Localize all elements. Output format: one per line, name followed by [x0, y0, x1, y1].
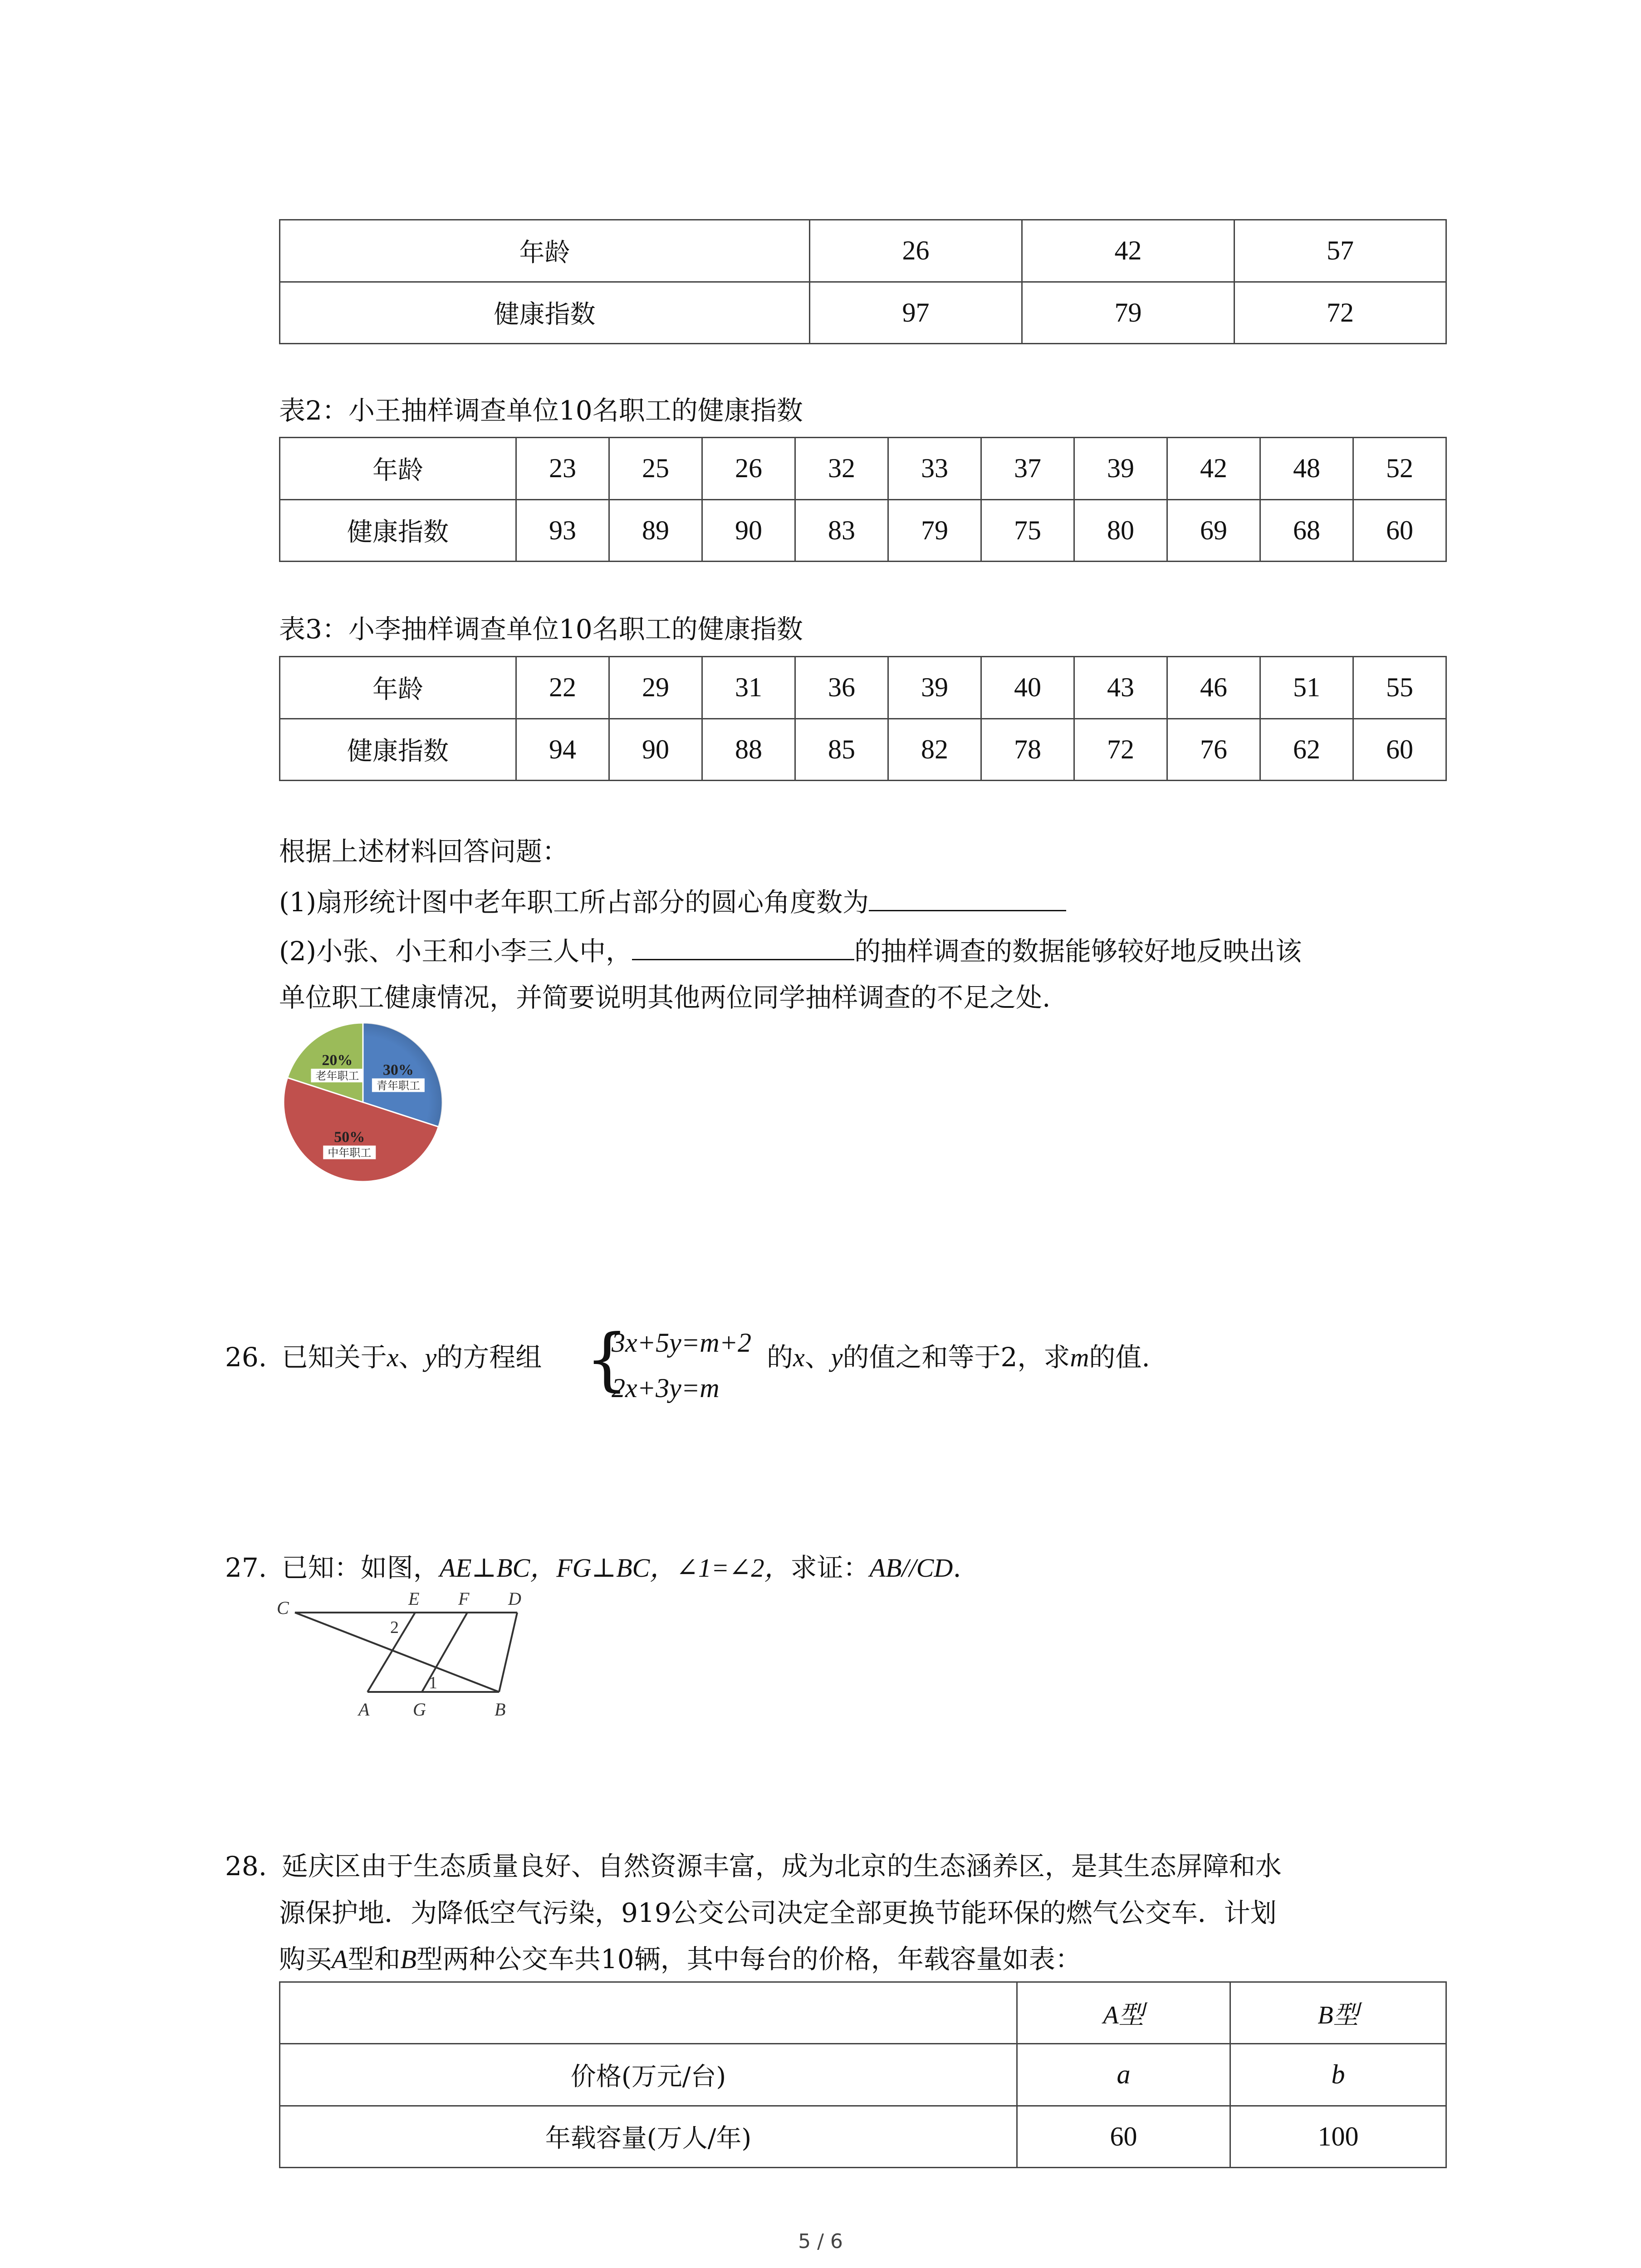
- line-db: [499, 1613, 517, 1692]
- table-cell: 60: [1017, 2106, 1230, 2167]
- table-row: [280, 1982, 1446, 2044]
- question-number: 26.: [225, 1342, 267, 1373]
- questions-intro: 根据上述材料回答问题：: [279, 836, 569, 867]
- point-label: G: [413, 1699, 426, 1720]
- question-27: [225, 1554, 961, 1581]
- pie-percent-label: 30%: [382, 1061, 414, 1079]
- table-cell: 100: [1230, 2106, 1446, 2167]
- question-1-text: (1)扇形统计图中老年职工所占部分的圆心角度数为: [279, 887, 869, 918]
- table-3: [279, 656, 1447, 781]
- equation-1: 3x+5y=m+2: [612, 1328, 752, 1358]
- q28-text: 购买: [279, 1944, 332, 1975]
- q28-text: 型两种公交车共10辆，其中每台的价格，年载容量如表：: [416, 1944, 1082, 1975]
- var-y: y: [425, 1343, 437, 1372]
- equation-brace: {: [585, 1320, 629, 1399]
- table-header-a: [1017, 1982, 1230, 2044]
- table-cell: 89: [609, 499, 702, 562]
- q26-sep: 、: [804, 1342, 831, 1373]
- var-x: x: [793, 1343, 805, 1372]
- table-cell: [280, 1982, 1017, 2044]
- pie-percent-label: 50%: [334, 1129, 365, 1146]
- table-cell: 26: [810, 220, 1022, 282]
- table-cell: 22: [516, 657, 609, 719]
- table-cell: 价格(万元/台): [280, 2044, 1017, 2106]
- question-number: 28.: [225, 1851, 267, 1882]
- angle-label: 2: [390, 1618, 399, 1637]
- q28-line-3: [279, 1946, 1082, 1973]
- q28-text: 型和: [348, 1944, 401, 1975]
- q26-post1: 的: [767, 1342, 794, 1373]
- table-cell: 42: [1167, 438, 1260, 500]
- point-label: B: [495, 1699, 506, 1720]
- q26-sep: 、: [398, 1342, 425, 1373]
- var-b-type: B: [400, 1945, 416, 1974]
- table-cell: 79: [1022, 282, 1234, 344]
- table-row: [280, 282, 1446, 344]
- table-row: [280, 657, 1446, 719]
- var-m: m: [1070, 1343, 1089, 1372]
- table-cell: 83: [795, 499, 888, 562]
- var-x: x: [387, 1343, 399, 1372]
- table-row: [280, 2106, 1446, 2167]
- header-text: A型: [1103, 2001, 1144, 2029]
- question-2-text-b: 的抽样调查的数据能够较好地反映出该: [854, 936, 1302, 967]
- table-cell: 78: [981, 719, 1074, 781]
- table-cell: 年龄: [280, 657, 516, 719]
- table-cell: 健康指数: [280, 499, 516, 562]
- table-cell: 85: [795, 719, 888, 781]
- q26-tail: [767, 1344, 1150, 1371]
- q26-text: 已知关于: [281, 1342, 387, 1373]
- table-row: [280, 438, 1446, 500]
- table-cell: 80: [1074, 499, 1167, 562]
- var-y: y: [831, 1343, 843, 1372]
- table-cell: 健康指数: [280, 282, 810, 344]
- q26-post3: 的值.: [1089, 1342, 1150, 1373]
- table-cell: 年龄: [280, 438, 516, 500]
- table-cell: 94: [516, 719, 609, 781]
- table-cell: 36: [795, 657, 888, 719]
- angle-label: 1: [429, 1673, 437, 1692]
- q27-end: .: [953, 1552, 961, 1583]
- equation-2: 2x+3y=m: [612, 1373, 720, 1403]
- table-cell: 46: [1167, 657, 1260, 719]
- table-1: [279, 219, 1447, 344]
- table-cell: 40: [981, 657, 1074, 719]
- table-cell: 72: [1074, 719, 1167, 781]
- question-2: [279, 936, 1302, 967]
- table-cell: 76: [1167, 719, 1260, 781]
- table-cell: 72: [1234, 282, 1446, 344]
- table-cell: 年载容量(万人/年): [280, 2106, 1017, 2167]
- table-cell: 57: [1234, 220, 1446, 282]
- table-cell: 43: [1074, 657, 1167, 719]
- answer-blank: [869, 888, 1066, 911]
- table-cell: 62: [1260, 719, 1353, 781]
- table-cell: 42: [1022, 220, 1234, 282]
- question-2-text-a: (2)小张、小王和小李三人中，: [279, 936, 632, 967]
- q26-mid: 的方程组: [436, 1342, 542, 1373]
- table-cell: 39: [888, 657, 981, 719]
- q27-text-mid: 求证：: [790, 1552, 870, 1583]
- q26-post2: 的值之和等于2，求: [843, 1342, 1070, 1373]
- point-label: C: [277, 1598, 289, 1618]
- q27-text: 已知：如图，: [281, 1552, 440, 1583]
- table-cell: 33: [888, 438, 981, 500]
- table-row: [280, 2044, 1446, 2106]
- table-cell: 51: [1260, 657, 1353, 719]
- table-cell: 48: [1260, 438, 1353, 500]
- table-cell: 68: [1260, 499, 1353, 562]
- table-2: [279, 437, 1447, 562]
- pie-percent-label: 20%: [322, 1052, 353, 1069]
- geometry-figure: [272, 1588, 544, 1724]
- table-cell: 82: [888, 719, 981, 781]
- q28-line-1: 延庆区由于生态质量良好、自然资源丰富，成为北京的生态涵养区，是其生态屏障和水: [281, 1851, 1282, 1882]
- pie-name-label: 青年职工: [376, 1079, 420, 1092]
- point-label: A: [358, 1699, 370, 1720]
- q28-line-2: 源保护地．为降低空气污染，919公交公司决定全部更换节能环保的燃气公交车．计划: [279, 1897, 1277, 1928]
- table-cell: 88: [702, 719, 795, 781]
- table-cell: 29: [609, 657, 702, 719]
- table-cell: 37: [981, 438, 1074, 500]
- question-26: [225, 1344, 542, 1371]
- table-cell: 79: [888, 499, 981, 562]
- header-text: B型: [1318, 2001, 1359, 2029]
- question-2-line-2: 单位职工健康情况，并简要说明其他两位同学抽样调查的不足之处.: [279, 982, 1051, 1013]
- table-cell: 31: [702, 657, 795, 719]
- table-cell: 93: [516, 499, 609, 562]
- table-2-caption: 表2：小王抽样调查单位10名职工的健康指数: [279, 395, 803, 426]
- question-1: [279, 887, 1066, 918]
- table-3-caption: 表3：小李抽样调查单位10名职工的健康指数: [279, 614, 803, 645]
- table-cell: 25: [609, 438, 702, 500]
- pie-name-label: 老年职工: [315, 1070, 359, 1083]
- table-cell: 90: [609, 719, 702, 781]
- table-cell: a: [1017, 2044, 1230, 2106]
- point-label: F: [458, 1589, 470, 1609]
- q27-math-2: AB//CD: [869, 1553, 953, 1583]
- q27-math: AE⊥BC，FG⊥BC，∠1=∠2，: [439, 1553, 791, 1583]
- question-28: [225, 1851, 1282, 1882]
- table-row: [280, 220, 1446, 282]
- table-cell: 60: [1353, 499, 1446, 562]
- table-cell: 39: [1074, 438, 1167, 500]
- table-cell: 52: [1353, 438, 1446, 500]
- table-cell: 年龄: [280, 220, 810, 282]
- table-cell: 32: [795, 438, 888, 500]
- bus-table: [279, 1981, 1447, 2168]
- table-row: [280, 499, 1446, 562]
- table-cell: 60: [1353, 719, 1446, 781]
- pie-name-label: 中年职工: [328, 1146, 372, 1159]
- table-cell: 90: [702, 499, 795, 562]
- table-cell: 23: [516, 438, 609, 500]
- table-row: [280, 719, 1446, 781]
- point-label: E: [408, 1589, 420, 1609]
- table-cell: 健康指数: [280, 719, 516, 781]
- question-number: 27.: [225, 1552, 267, 1583]
- pie-chart: [272, 1012, 454, 1193]
- table-cell: 69: [1167, 499, 1260, 562]
- point-label: D: [508, 1589, 521, 1609]
- table-header-b: [1230, 1982, 1446, 2044]
- table-cell: 75: [981, 499, 1074, 562]
- var-a-type: A: [332, 1945, 348, 1974]
- table-cell: 97: [810, 282, 1022, 344]
- answer-blank: [632, 937, 854, 960]
- page-number: 5 / 6: [798, 2230, 843, 2253]
- table-cell: b: [1230, 2044, 1446, 2106]
- table-cell: 26: [702, 438, 795, 500]
- table-cell: 55: [1353, 657, 1446, 719]
